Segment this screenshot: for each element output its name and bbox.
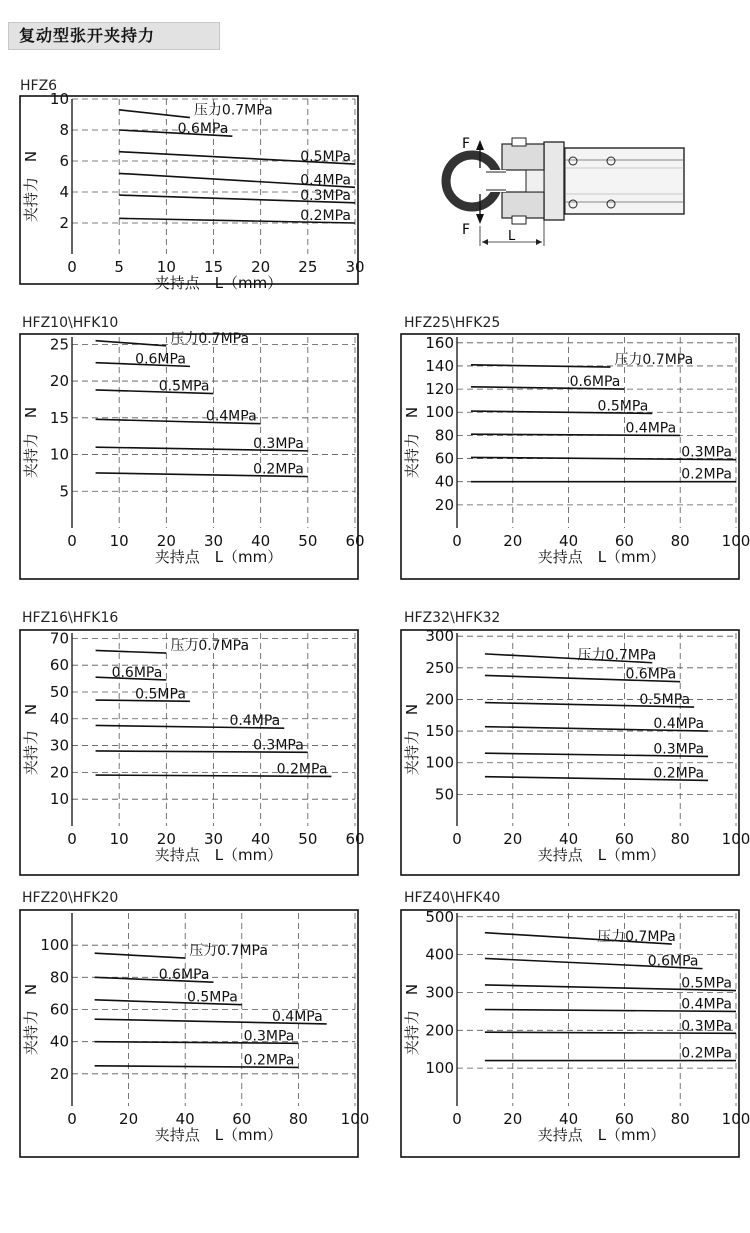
x-tick-label: 50: [298, 830, 318, 848]
x-tick-label: 100: [721, 1110, 750, 1128]
x-tick-label: 60: [345, 830, 365, 848]
x-tick-label: 80: [670, 1110, 690, 1128]
chart-title: HFZ20\HFK20: [22, 890, 119, 906]
x-tick-label: 20: [503, 1110, 523, 1128]
series-label: 压力0.7MPa: [614, 352, 694, 369]
flange: [544, 142, 564, 220]
series-label: 0.5MPa: [135, 686, 186, 703]
y-tick-label: 150: [425, 722, 454, 741]
y-tick-label: 40: [49, 1032, 69, 1051]
y-tick-label: 15: [49, 408, 69, 427]
x-tick-label: 20: [503, 532, 523, 550]
series-label: 0.6MPa: [111, 664, 163, 681]
y-tick-label: 300: [425, 983, 454, 1002]
x-tick-label: 15: [203, 258, 224, 276]
series-label: 0.6MPa: [177, 121, 229, 138]
x-tick-label: 60: [614, 830, 634, 848]
x-tick-label: 10: [109, 830, 129, 848]
x-tick-label: 0: [452, 830, 462, 848]
x-axis-label: 夹持点 L（mm）: [154, 274, 283, 292]
y-tick-label: 10: [49, 90, 69, 108]
chart-title: HFZ32\HFK32: [404, 610, 501, 626]
x-tick-label: 40: [251, 532, 271, 550]
x-tick-label: 60: [614, 532, 634, 550]
chart-title: HFZ25\HFK25: [404, 315, 501, 331]
y-tick-label: 60: [49, 656, 69, 675]
x-tick-label: 10: [109, 532, 129, 550]
series-label: 0.5MPa: [597, 398, 649, 415]
x-tick-label: 100: [721, 830, 750, 848]
y-axis-label: 夹持力 N: [403, 703, 421, 776]
series-label: 0.2MPa: [653, 765, 705, 782]
x-tick-label: 0: [67, 532, 77, 550]
series-label: 0.4MPa: [625, 420, 677, 437]
y-tick-label: 6: [59, 152, 69, 170]
x-tick-label: 100: [721, 532, 750, 550]
y-tick-label: 20: [434, 495, 454, 514]
x-axis-label: 夹持点 L（mm）: [154, 846, 283, 864]
series-label: 0.4MPa: [205, 408, 257, 425]
series-label: 压力0.7MPa: [193, 102, 273, 119]
y-axis-label: 夹持力 N: [22, 703, 40, 776]
force-label-bottom: F: [462, 222, 471, 238]
series-label: 压力0.7MPa: [577, 647, 657, 664]
y-tick-label: 20: [49, 1064, 69, 1083]
series-label: 0.5MPa: [639, 692, 691, 709]
series-label: 0.3MPa: [300, 187, 351, 204]
series-label: 0.3MPa: [653, 741, 705, 758]
y-tick-label: 100: [40, 936, 69, 955]
gripper-diagram: [440, 128, 690, 248]
length-label: L: [508, 229, 516, 244]
y-tick-label: 2: [59, 214, 69, 232]
series-label: 0.2MPa: [681, 1045, 732, 1062]
series-label: 0.6MPa: [158, 967, 210, 984]
x-tick-label: 0: [67, 830, 77, 848]
x-tick-label: 40: [175, 1110, 195, 1128]
x-tick-label: 40: [559, 830, 579, 848]
x-tick-label: 20: [156, 532, 176, 550]
x-tick-label: 80: [670, 532, 690, 550]
series-label: 0.5MPa: [681, 975, 732, 992]
y-tick-label: 4: [59, 183, 69, 201]
y-tick-label: 70: [49, 629, 69, 648]
x-tick-label: 40: [559, 532, 579, 550]
y-tick-label: 100: [425, 403, 454, 422]
y-tick-label: 30: [49, 736, 69, 755]
y-axis-label: 夹持力 N: [403, 406, 421, 479]
y-axis-label: 夹持力 N: [22, 406, 40, 479]
x-tick-label: 25: [298, 258, 318, 276]
y-tick-label: 20: [49, 763, 69, 782]
y-tick-label: 200: [425, 1021, 454, 1040]
jaw-bottom: [502, 192, 544, 218]
series-label: 0.5MPa: [300, 149, 351, 166]
chart-title: HFZ6: [20, 78, 58, 94]
x-tick-label: 20: [119, 1110, 139, 1128]
x-tick-label: 20: [251, 258, 271, 276]
chart-title: HFZ40\HFK40: [404, 890, 501, 906]
y-tick-label: 25: [49, 335, 69, 354]
series-label: 压力0.7MPa: [189, 943, 268, 960]
series-label: 0.3MPa: [681, 444, 732, 461]
x-axis-label: 夹持点 L（mm）: [537, 1126, 666, 1144]
y-tick-label: 60: [49, 1000, 69, 1019]
jaw-top: [502, 144, 544, 170]
y-tick-label: 250: [425, 658, 454, 677]
series-label: 0.2MPa: [300, 208, 351, 224]
series-label: 压力0.7MPa: [170, 330, 250, 347]
series-label: 0.5MPa: [158, 378, 210, 395]
chart-title: HFZ10\HFK10: [22, 315, 119, 331]
x-tick-label: 80: [670, 830, 690, 848]
section-title: 复动型张开夹持力: [8, 22, 220, 50]
y-tick-label: 10: [49, 445, 69, 464]
x-tick-label: 100: [340, 1110, 370, 1128]
series-label: 0.2MPa: [276, 761, 328, 778]
x-tick-label: 0: [67, 1110, 77, 1128]
y-tick-label: 20: [49, 372, 69, 391]
y-tick-label: 80: [434, 426, 454, 445]
y-tick-label: 80: [49, 968, 69, 987]
series-label: 0.4MPa: [271, 1008, 323, 1025]
x-tick-label: 40: [559, 1110, 579, 1128]
y-tick-label: 200: [425, 690, 454, 709]
y-axis-label: 夹持力 N: [22, 150, 40, 223]
series-label: 0.4MPa: [229, 713, 281, 730]
series-label: 0.3MPa: [681, 1018, 732, 1035]
x-tick-label: 60: [232, 1110, 252, 1128]
y-tick-label: 300: [425, 627, 454, 646]
series-label: 0.4MPa: [653, 716, 705, 733]
x-tick-label: 0: [67, 258, 77, 276]
y-tick-label: 50: [434, 785, 454, 804]
x-tick-label: 0: [452, 1110, 462, 1128]
series-label: 0.6MPa: [569, 374, 621, 391]
x-tick-label: 80: [288, 1110, 308, 1128]
y-tick-label: 160: [425, 333, 454, 352]
y-tick-label: 100: [425, 753, 454, 772]
x-tick-label: 0: [452, 532, 462, 550]
y-tick-label: 100: [425, 1059, 454, 1078]
x-tick-label: 30: [203, 532, 224, 550]
series-label: 0.6MPa: [647, 953, 699, 970]
x-tick-label: 20: [156, 830, 176, 848]
y-tick-label: 10: [49, 790, 69, 809]
series-label: 0.3MPa: [253, 435, 304, 452]
force-label-top: F: [462, 136, 471, 152]
y-tick-label: 40: [49, 709, 69, 728]
y-tick-label: 120: [425, 380, 454, 399]
series-label: 0.2MPa: [243, 1052, 295, 1069]
x-tick-label: 60: [614, 1110, 634, 1128]
x-tick-label: 30: [203, 830, 224, 848]
chart-title: HFZ16\HFK16: [22, 610, 119, 626]
y-tick-label: 140: [425, 356, 454, 375]
y-tick-label: 400: [425, 945, 454, 964]
y-tick-label: 60: [434, 449, 454, 468]
x-tick-label: 60: [345, 532, 365, 550]
series-label: 0.4MPa: [681, 996, 732, 1013]
y-tick-label: 500: [425, 907, 454, 926]
series-label: 0.5MPa: [187, 989, 238, 1006]
series-label: 0.6MPa: [135, 351, 186, 368]
series-label: 0.6MPa: [625, 666, 677, 683]
y-axis-label: 夹持力 N: [22, 983, 40, 1056]
series-label: 0.4MPa: [300, 172, 351, 189]
y-tick-label: 40: [434, 472, 454, 491]
x-tick-label: 10: [156, 258, 176, 276]
x-axis-label: 夹持点 L（mm）: [154, 548, 283, 566]
x-tick-label: 20: [503, 830, 523, 848]
x-axis-label: 夹持点 L（mm）: [154, 1126, 283, 1144]
series-label: 0.2MPa: [253, 461, 304, 478]
y-tick-label: 50: [49, 682, 69, 701]
x-tick-label: 40: [251, 830, 271, 848]
x-tick-label: 50: [298, 532, 318, 550]
series-label: 0.3MPa: [243, 1028, 295, 1045]
x-axis-label: 夹持点 L（mm）: [537, 846, 666, 864]
cylinder-body: [548, 148, 684, 214]
y-axis-label: 夹持力 N: [403, 983, 421, 1056]
series-label: 0.2MPa: [681, 466, 732, 483]
series-label: 0.3MPa: [253, 737, 304, 754]
x-axis-label: 夹持点 L（mm）: [537, 548, 666, 566]
x-tick-label: 30: [345, 258, 365, 276]
series-label: 压力0.7MPa: [170, 638, 250, 655]
x-tick-label: 5: [114, 258, 124, 276]
y-tick-label: 5: [59, 482, 69, 501]
series-label: 压力0.7MPa: [597, 929, 676, 946]
y-tick-label: 8: [59, 121, 69, 139]
